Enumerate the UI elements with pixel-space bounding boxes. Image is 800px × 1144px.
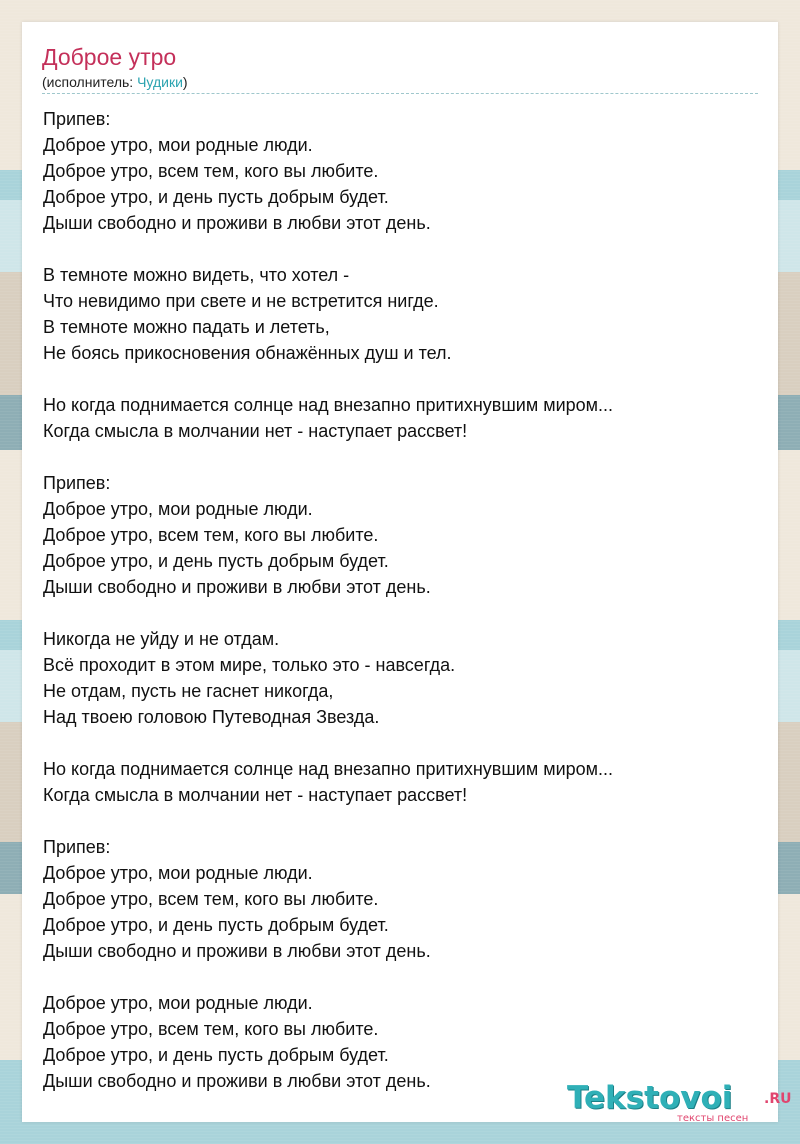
stanza-gap [43, 808, 759, 834]
lyric-line: Когда смысла в молчании нет - наступает рассвет! [43, 421, 468, 441]
lyric-line: Дыши свободно и проживи в любви этот день. [43, 1071, 431, 1091]
lyric-line: Доброе утро, и день пусть добрым будет. [43, 915, 389, 935]
lyric-line: Дыши свободно и проживи в любви этот день. [43, 941, 431, 961]
performer-suffix: ) [182, 74, 188, 90]
lyric-line: Припев: [43, 109, 111, 129]
lyric-line: Дыши свободно и проживи в любви этот день. [43, 213, 431, 233]
stanza-gap [43, 366, 759, 392]
title-divider [42, 93, 758, 94]
lyric-line: Доброе утро, и день пусть добрым будет. [43, 187, 389, 207]
lyric-line: Припев: [43, 837, 111, 857]
stanza-gap [43, 730, 759, 756]
lyric-line: В темноте можно видеть, что хотел - [43, 265, 350, 285]
lyric-line: Доброе утро, всем тем, кого вы любите. [43, 1019, 379, 1039]
lyric-line: Всё проходит в этом мире, только это - навсегда. [43, 655, 456, 675]
logo-tld: .RU [764, 1091, 792, 1107]
stanza-gap [43, 964, 759, 990]
lyric-line: Когда смысла в молчании нет - наступает рассвет! [43, 785, 468, 805]
lyric-line: Доброе утро, всем тем, кого вы любите. [43, 161, 379, 181]
lyric-line: Припев: [43, 473, 111, 493]
lyrics-sheet [22, 22, 792, 1124]
lyric-line: Но когда поднимается солнце над внезапно притихнувшим миром... [43, 759, 614, 779]
lyric-line: Дыши свободно и проживи в любви этот день. [43, 577, 431, 597]
logo-tagline: тексты песен [677, 1113, 749, 1124]
stanza-gap [43, 236, 759, 262]
lyric-line: Доброе утро, мои родные люди. [43, 993, 313, 1013]
lyric-line: Доброе утро, мои родные люди. [43, 135, 313, 155]
stanza-gap [43, 600, 759, 626]
lyric-line: Доброе утро, мои родные люди. [43, 499, 313, 519]
lyric-line: В темноте можно падать и лететь, [43, 317, 330, 337]
stanza-gap [43, 444, 759, 470]
lyric-line: Никогда не уйду и не отдам. [43, 629, 280, 649]
lyric-line: Но когда поднимается солнце над внезапно притихнувшим миром... [43, 395, 614, 415]
artist-link[interactable]: Чудики [137, 74, 183, 90]
lyrics-body [43, 106, 759, 1094]
song-title: Доброе утро [42, 44, 177, 70]
performer-prefix: (исполнитель: [42, 74, 138, 90]
lyric-line: Не отдам, пусть не гаснет никогда, [43, 681, 334, 701]
lyric-line: Доброе утро, и день пусть добрым будет. [43, 551, 389, 571]
lyric-line: Над твоею головою Путеводная Звезда. [43, 707, 380, 727]
lyric-line: Что невидимо при свете и не встретится нигде. [43, 291, 439, 311]
performer-line [42, 73, 188, 91]
lyric-line: Доброе утро, мои родные люди. [43, 863, 313, 883]
lyric-line: Доброе утро, и день пусть добрым будет. [43, 1045, 389, 1065]
site-logo[interactable] [567, 1079, 792, 1124]
logo-wordmark: Tekstovoi [567, 1080, 733, 1116]
lyric-line: Не боясь прикосновения обнажённых душ и тел. [43, 343, 452, 363]
lyric-line: Доброе утро, всем тем, кого вы любите. [43, 889, 379, 909]
lyric-line: Доброе утро, всем тем, кого вы любите. [43, 525, 379, 545]
